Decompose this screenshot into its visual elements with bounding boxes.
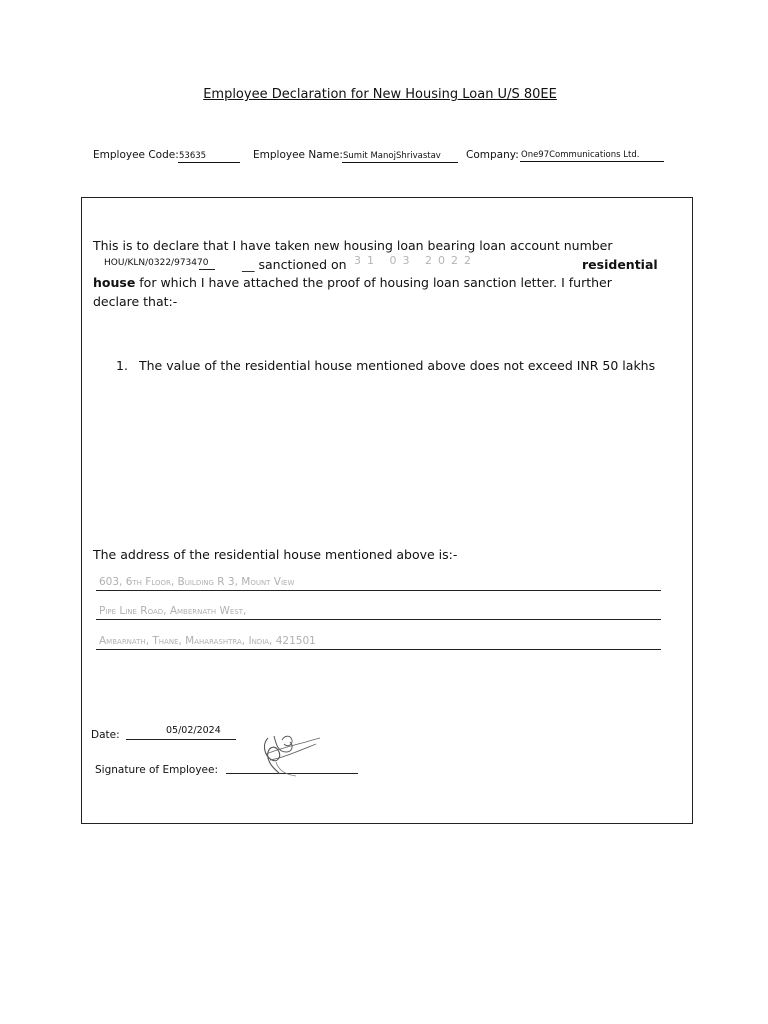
date-underline xyxy=(126,739,236,740)
employee-name-label: Employee Name: xyxy=(253,149,343,161)
residential-word: residential xyxy=(582,257,658,272)
address-line-1[interactable]: 603, 6th Floor, Building R 3, Mount View xyxy=(96,576,661,591)
address-label: The address of the residential house mentioned above is:- xyxy=(93,547,458,562)
loan-account-number[interactable]: HOU/KLN/0322/973470 xyxy=(104,258,209,268)
employee-name-field[interactable]: Sumit ManojShrivastav xyxy=(342,151,458,163)
date-label: Date: xyxy=(91,729,120,741)
date-value[interactable]: 05/02/2024 xyxy=(166,725,221,736)
declaration-line-3 xyxy=(93,273,612,292)
company-field[interactable]: One97Communications Ltd. xyxy=(520,150,664,162)
document-title: Employee Declaration for New Housing Loan U/S 80EE xyxy=(203,87,557,102)
address-line-2[interactable]: Pipe Line Road, Ambernath West, xyxy=(96,605,661,620)
list-item-number: 1. xyxy=(116,358,128,373)
signature-label: Signature of Employee: xyxy=(95,764,218,776)
employee-code-label: Employee Code: xyxy=(93,149,179,161)
house-word: house xyxy=(93,275,136,290)
sanction-date[interactable]: 31 03 2022 xyxy=(354,254,477,267)
signature-image xyxy=(256,730,326,780)
address-line-3[interactable]: Ambarnath, Thane, Maharashtra, India, 421501 xyxy=(96,635,661,650)
declaration-line-4: declare that:- xyxy=(93,294,178,309)
sanctioned-on-label: __ sanctioned on xyxy=(242,257,347,272)
employee-code-field[interactable]: 53635 xyxy=(178,151,240,163)
declaration-line-3-rest: for which I have attached the proof of housing loan sanction letter. I further xyxy=(135,275,612,290)
company-label: Company: xyxy=(466,149,519,161)
declaration-line-1: This is to declare that I have taken new housing loan bearing loan account number xyxy=(93,238,613,253)
loan-account-underline xyxy=(199,269,215,270)
list-item-text: The value of the residential house mentioned above does not exceed INR 50 lakhs xyxy=(139,358,656,373)
